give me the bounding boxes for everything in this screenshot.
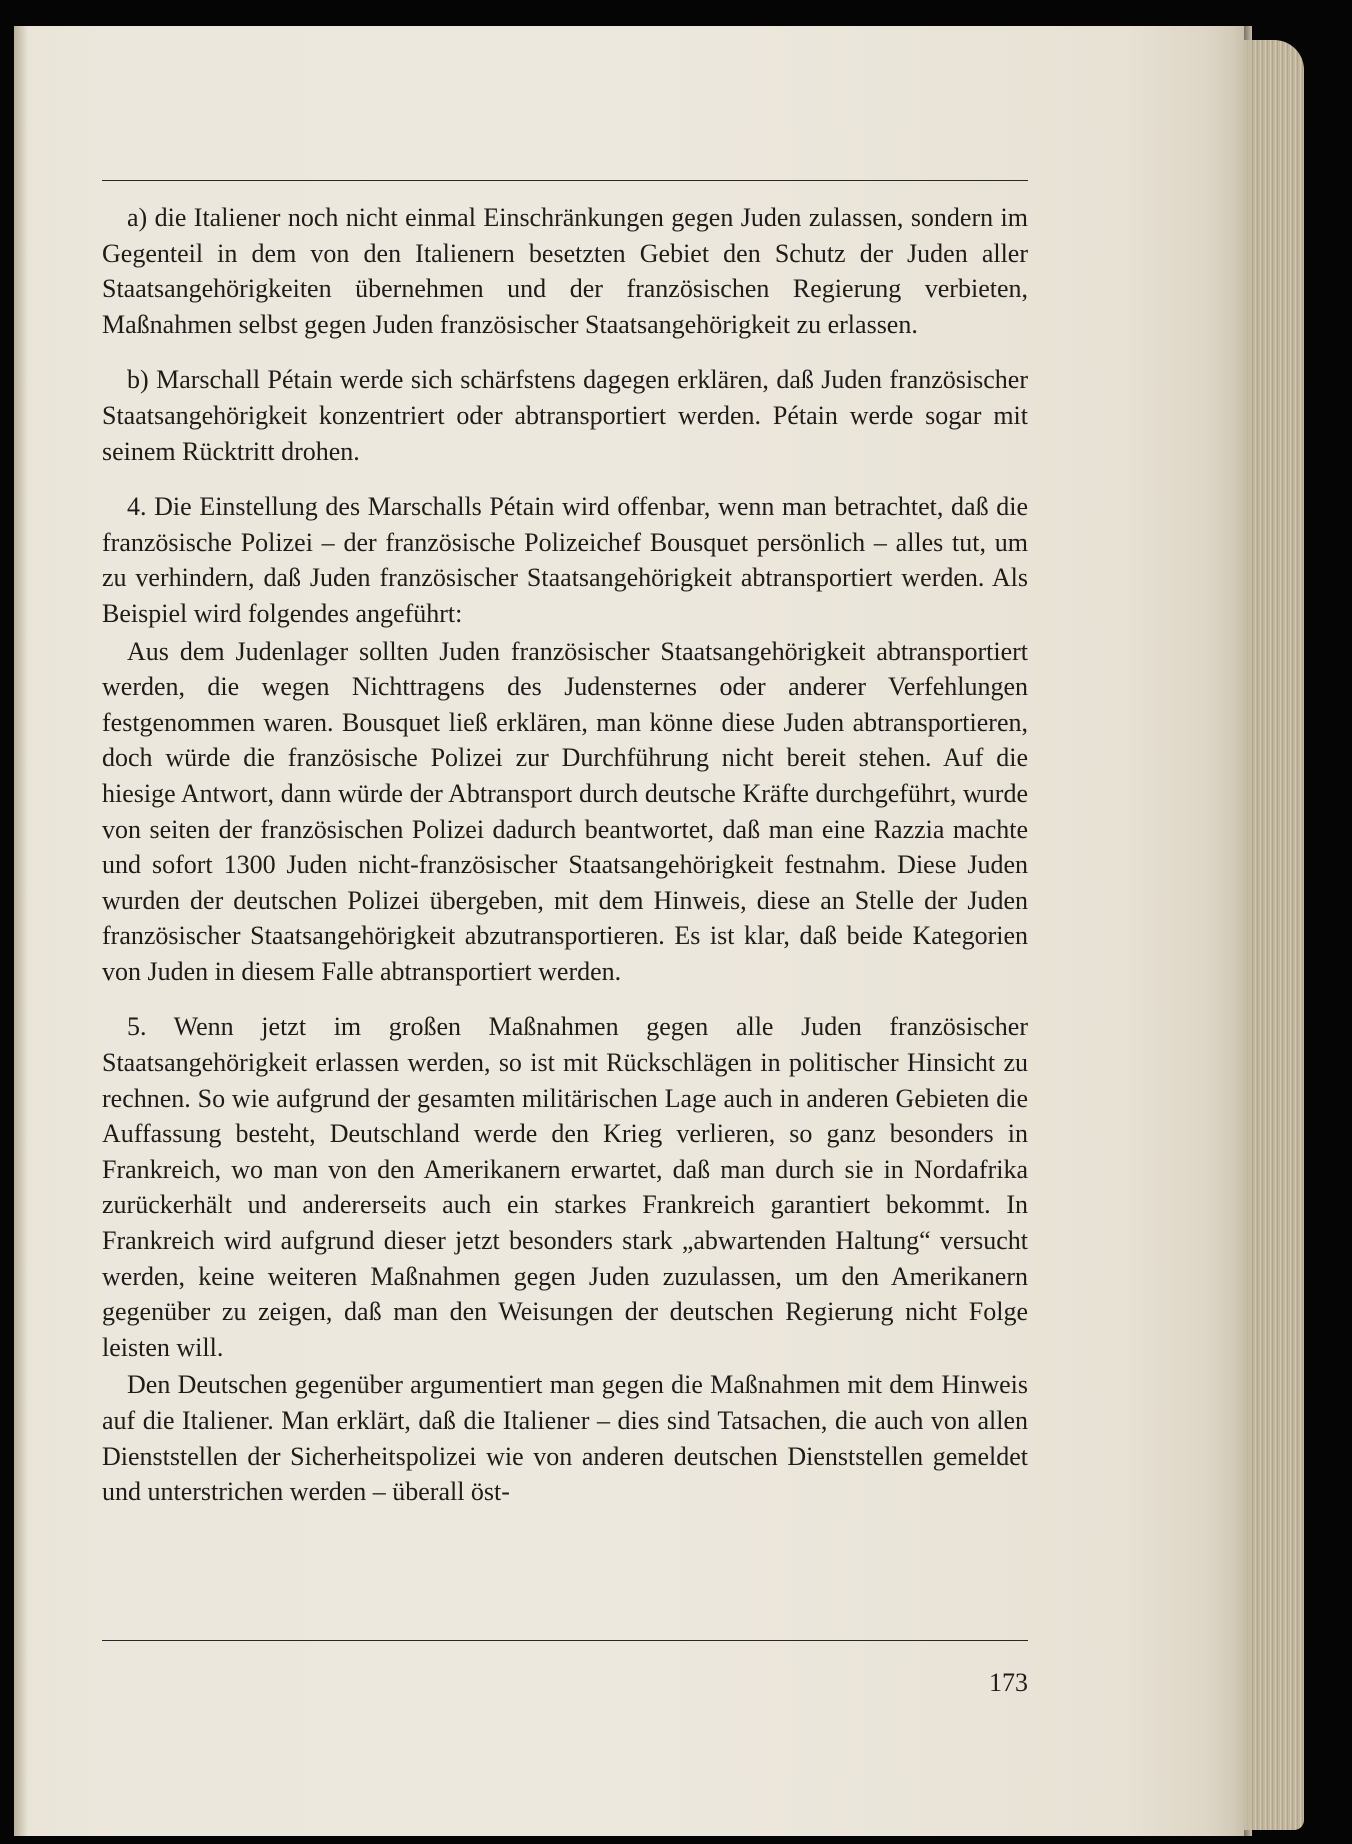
paragraph-b: b) Marschall Pétain werde sich schärfstens dagegen erklären, daß Juden französischer Staatsangehörigkeit konzentriert oder abtransportiert werden. Pétain werde sogar mit seinem Rücktritt drohen. — [102, 365, 1028, 466]
top-rule — [102, 180, 1028, 181]
page-right-shadow — [1232, 26, 1252, 1836]
paragraph-4: 4. Die Einstellung des Marschalls Pétain wird offenbar, wenn man betrachtet, daß die französische Polizei – der französische Polizeichef Bousquet persönlich – alles tut, um zu verhindern, daß Juden französischer Staatsangehörigkeit abtransportiert werden. Als Beispiel wird folgendes angeführt: — [102, 492, 1028, 628]
paragraph-argument: Den Deutschen gegenüber argumentiert man gegen die Maßnahmen mit dem Hinweis auf die Italiener. Man erklärt, daß die Italiener – dies sind Tatsachen, die auch von allen Dienststellen der Sicherheitspolizei wie von anderen deutschen Dienststellen gemeldet und unterstrichen werden – überall öst- — [102, 1370, 1028, 1507]
paragraph-a: a) die Italiener noch nicht einmal Einschränkungen gegen Juden zulassen, sondern im Gegenteil in dem von den Italienern besetzten Gebiet den Schutz der Juden aller Staatsangehörigkeiten übernehmen und der französischen Regierung verbieten, Maßnahmen selbst gegen Juden französischer Staatsangehörigkeit zu erlassen. — [102, 203, 1028, 339]
paragraph-example: Aus dem Judenlager sollten Juden französischer Staatsangehörigkeit abtransportiert werden, die wegen Nichttragens des Judensternes oder anderer Verfehlungen festgenommen waren. Bousquet ließ erklären, man könne diese Juden abtransportieren, doch würde die französische Polizei zur Durchführung nicht bereit stehen. Auf die hiesige Antwort, dann würde der Abtransport durch deutsche Kräfte durchgeführt, wurde von seiten der französischen Polizei dadurch beantwortet, daß man eine Razzia machte und sofort 1300 Juden nicht-französischer Staatsangehörigkeit festnahm. Diese Juden wurden der deutschen Polizei übergeben, mit dem Hinweis, diese an Stelle der Juden französischer Staatsangehörigkeit abzutransportieren. Es ist klar, daß beide Kategorien von Juden in diesem Falle abtransportiert werden. — [102, 636, 1028, 986]
page-gutter-shadow — [14, 26, 28, 1836]
page-stack-edge — [1244, 40, 1304, 1830]
paragraph-5: 5. Wenn jetzt im großen Maßnahmen gegen alle Juden französischer Staatsangehörigkeit erlassen werden, so ist mit Rückschlägen in politischer Hinsicht zu rechnen. So wie aufgrund der gesamten militärischen Lage auch in anderen Gebieten die Auffassung besteht, Deutschland werde den Krieg verlieren, so ganz besonders in Frankreich, wo man von den Amerikanern erwartet, daß man durch sie in Nordafrika zurückerhält und andererseits auch ein starkes Frankreich garantiert bekommt. In Frankreich wird aufgrund dieser jetzt besonders stark „abwartenden Haltung“ versucht werden, keine weiteren Maßnahmen gegen Juden zuzulassen, um den Amerikanern gegenüber zu zeigen, daß man den Weisungen der deutschen Regierung nicht Folge leisten will. — [102, 1012, 1028, 1362]
page-number: 173 — [989, 1668, 1028, 1697]
bottom-rule — [102, 1640, 1028, 1641]
body-text — [102, 200, 1028, 1510]
